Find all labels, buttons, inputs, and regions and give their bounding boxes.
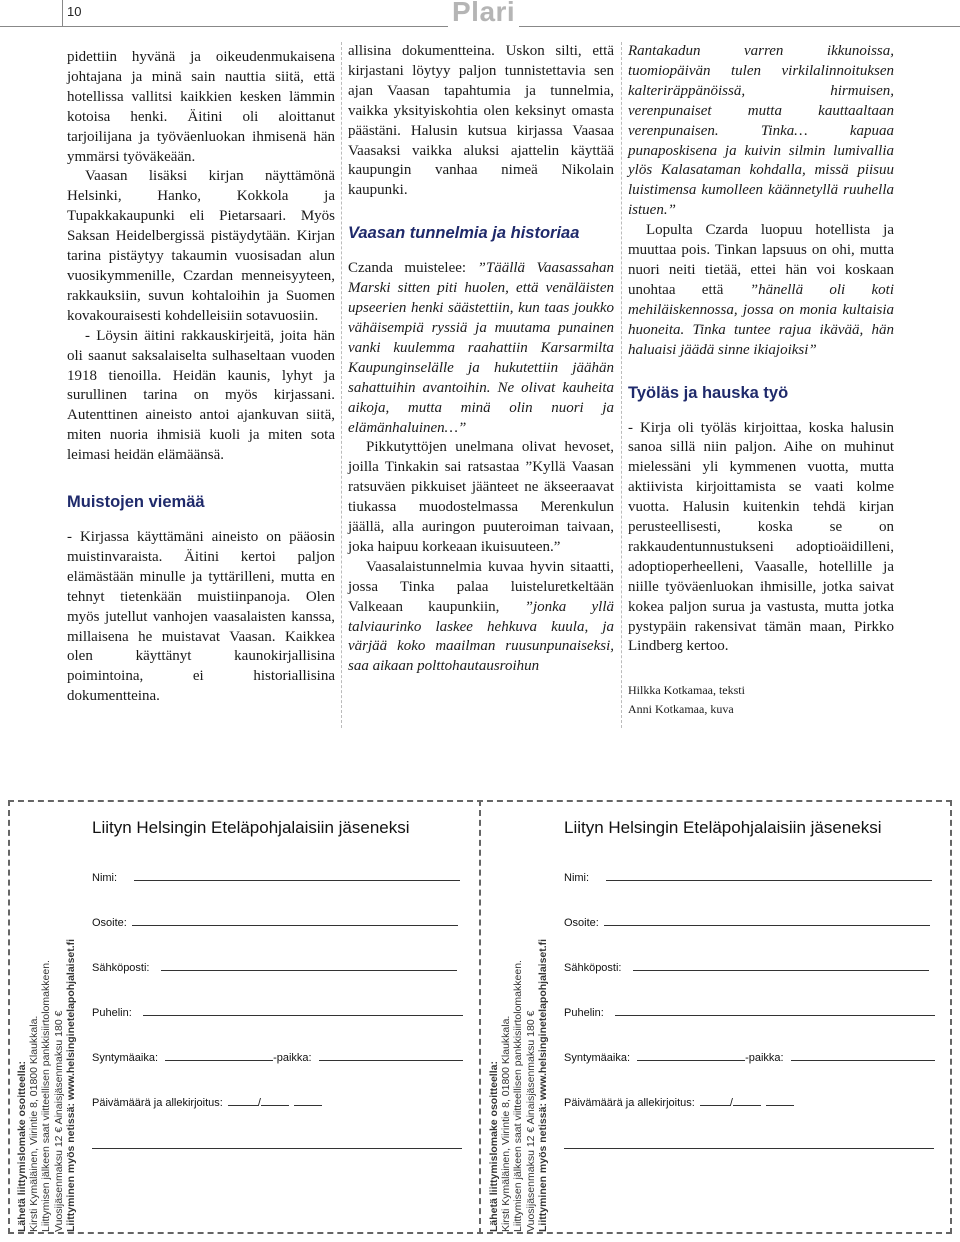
field-label: Syntymäaika: xyxy=(564,1052,631,1064)
phone-field[interactable] xyxy=(564,1005,935,1019)
name-field[interactable] xyxy=(92,870,460,884)
instruction-web-link[interactable]: Liittyminen myös netissä: www.helsinginetelapohjalaiset.fi xyxy=(536,938,549,1232)
instruction-payment: Liittymisen jälkeen saat viitteellisen pankkisiirtolomakkeen. xyxy=(40,960,53,1232)
quote-text: ”jonka yllä talviaurinko laskee hehkuva kuula, ja värjää koko maailman ruusunpunaiseksi, saa aikaan polttohautausroihun xyxy=(348,598,614,675)
quote-text: ”hänellä oli koti mehiläiskennossa, jossa on monia kultaisia huoneita. Tinka tuntee rajua ikävää, hän haluaisi jäädä sinne ikiajoiksi” xyxy=(628,281,894,358)
date-signature-field[interactable] xyxy=(92,1095,322,1109)
header-divider xyxy=(62,0,63,27)
paragraph xyxy=(628,42,894,221)
field-label: Puhelin: xyxy=(564,1007,604,1019)
email-field[interactable] xyxy=(564,960,929,974)
article-credits xyxy=(628,681,894,719)
paragraph: Vaasan lisäksi kirjan näyttämönä Helsinki, Hanko, Kokkola ja Tupakkakaupunki eli Pietarsaari. Myös Saksan Heidelbergissä pistäydytään. Kirjan tarina pistäytyy takaumin vuosisadan alun vuosikymmenille, Czardan menneisyyteen, rakkauksiin, suvun kohtaloihin ja Suomen kovakouraisesti kohdelleisiin sotavuosiin. xyxy=(67,168,335,324)
phone-input-line[interactable] xyxy=(143,1005,463,1016)
signature-line[interactable] xyxy=(564,1148,934,1149)
phone-input-line[interactable] xyxy=(615,1005,935,1016)
phone-field[interactable] xyxy=(92,1005,463,1019)
field-label: Puhelin: xyxy=(92,1007,132,1019)
birth-field[interactable] xyxy=(564,1050,935,1064)
paragraph xyxy=(628,221,894,360)
paragraph: - Kirja oli työläs kirjoittaa, koska halusin sanoa sillä niin paljon. Aihe on muhinut mielessäni yli kymmenen vuotta, mutta aktiivista kirjoittamista se vaati kolme vuotta. Halusin kuitenkin tehdä kirjan perusteellisesti, koska se on rakkaudentunnustukseni adoptioäidilleni, adoptioperheelleni, Vaasalle, hotellille ja niille työväenluokan ihmisille, jotka saivat kokea paljon surua ja vastusta, mutta jotka pystypäin rakensivat tämän maan, Pirkko Lindberg kertoo. xyxy=(628,419,894,655)
paragraph-text: Uskon silti, että kirjastani löytyy paljon tunnistettavia sen ajan Vaasan tapahtumia ja tunnelmia, vaikka yksityiskohtia olen keksinyt omasta päästäni. Halusin kutsua kirjassa Vaasaa Vaasaksi vaikka aluksi ajattelin käyttää kaupungin vanhaa nimeä Nikolain kaupunki. xyxy=(348,43,615,199)
month-input-line[interactable] xyxy=(733,1095,761,1106)
paragraph: pidettiin hyvänä ja oikeudenmukaisena johtajana ja minä sain nauttia siitä, että hotellissa vallitsi kaikkien kesken lämmin kotoisa henki. Äitini oli aloittanut tarjoilijana ja työväenluokan ihmisenä hän ymmärsi työväkeään. xyxy=(67,49,335,165)
field-label: Nimi: xyxy=(564,872,590,884)
email-input-line[interactable] xyxy=(161,960,457,971)
membership-form-left xyxy=(10,800,480,1234)
section-heading: Vaasan tunnelmia ja historiaa xyxy=(348,224,580,243)
page-number: 10 xyxy=(67,4,82,19)
instruction-address: Kirsti Kymäläinen, Viirintie 8, 01800 Klaukkala. xyxy=(28,1015,41,1232)
paragraph: - Kirjassa käyttämäni aineisto on pääosin muistinvaraista. Äitini kertoi paljon elämästään minulle ja tyttärilleni, mutta en tehnyt tietenkään muistiinpanoja. Olen myös jutellut vanhojen vaasalaisten kanssa, millaisena he muistavat Vaasan. Kaikkea olen käyttänyt kaunokirjallisina poimintoina, ei historiallisina dokumentteina. xyxy=(67,529,335,705)
field-label: Sähköposti: xyxy=(92,962,150,974)
form-title: Liityn Helsingin Eteläpohjalaisiin jäseneksi xyxy=(92,818,410,837)
birthdate-input-line[interactable] xyxy=(637,1050,745,1061)
address-field[interactable] xyxy=(564,915,930,929)
address-field[interactable] xyxy=(92,915,458,929)
address-input-line[interactable] xyxy=(604,915,930,926)
date-separator: / xyxy=(257,1097,261,1109)
signature-line[interactable] xyxy=(92,1148,462,1149)
quote-text: Rantakadun varren ikkunoissa, tuomiopäivän tulen virkilalinnoituksen kalteriräppänöissä, hirmuisen, verenpunaiset mutta kauttaaltaan verenpunaisen. Tinka… kapuaa punaposkisena ja kuivin silmin lumivallia ylös Kalasataman kohdalla, missä piisuu luistimensa kumolleen käännetyllä ruuhella istuen.” xyxy=(628,43,894,219)
email-field[interactable] xyxy=(92,960,457,974)
date-signature-field[interactable] xyxy=(564,1095,794,1109)
continued-text: allisina dokumentteina. xyxy=(348,43,506,59)
field-label: Osoite: xyxy=(564,917,599,929)
field-label: -paikka: xyxy=(273,1052,312,1064)
name-input-line[interactable] xyxy=(606,870,932,881)
quote-text: ”Täällä Vaasassahan Marski sitten piti huolen, että venäläisten upseerien henki säästettiin, kun taas joukko vähäisempiä ryssiä ja muutama punainen vanki kuulemma raahattiin Karsarmilta Kaupunginselälle ja hukutettiin jäähän sahattuihin avantoihin. Ne olivat kauheita aikoja, mutta minä olin nuori ja elämänhaluinen…” xyxy=(348,260,614,436)
birth-field[interactable] xyxy=(92,1050,463,1064)
field-label: Syntymäaika: xyxy=(92,1052,159,1064)
day-input-line[interactable] xyxy=(700,1095,730,1106)
form-title: Liityn Helsingin Eteläpohjalaisiin jäseneksi xyxy=(564,818,882,837)
paragraph xyxy=(348,259,614,438)
article-column-2 xyxy=(348,42,614,677)
article-column-1 xyxy=(67,48,335,707)
name-input-line[interactable] xyxy=(134,870,460,881)
column-divider xyxy=(621,42,622,728)
instruction-heading: Lähetä liittymislomake osoitteella: xyxy=(16,1061,28,1232)
instruction-heading: Lähetä liittymislomake osoitteella: xyxy=(488,1061,500,1232)
name-field[interactable] xyxy=(564,870,932,884)
birthdate-input-line[interactable] xyxy=(165,1050,273,1061)
instruction-address: Kirsti Kymäläinen, Viirintie 8, 01800 Klaukkala. xyxy=(500,1015,513,1232)
paragraph-text: Lopulta Czarda luopuu hotellista ja muuttaa pois. Tinkan lapsuus on ohi, mutta nuori neiti tietää, ettei hän voi koskaan unohtaa että xyxy=(628,222,894,298)
paragraph: Pikkutyttöjen unelmana olivat hevoset, joilla Tinkakin sai ratsastaa ”Kyllä Vaasan ratsuväen pikkuiset jäänteet ne äkseeraavat tiukassa muodostelmassa Merenkulun jäällä, alla auringon puuteroiman taivaan, joka haipuu korkeaan ikuisuuteen.” xyxy=(348,439,614,555)
page-header xyxy=(0,0,960,32)
mailing-instructions xyxy=(488,840,568,1232)
paragraph xyxy=(348,558,614,677)
paragraph xyxy=(348,42,614,201)
mailing-instructions xyxy=(16,840,96,1232)
day-input-line[interactable] xyxy=(228,1095,258,1106)
field-label: Nimi: xyxy=(92,872,118,884)
quote-intro: Czanda muistelee: xyxy=(348,260,478,277)
paragraph: - Löysin äitini rakkauskirjeitä, joita hän oli saanut saksalaiselta sulhaseltaan vuoden 1918 tienoilla. Heidän kaunis, lyhyt ja surullinen tarina on myös kirjassani. Autenttinen aineisto antoi ajankuvan siitä, miten nuoria ihmisiä kuoli ja miten sota leimasi heidän elämäänsä. xyxy=(67,327,335,464)
instruction-web-link[interactable]: Liittyminen myös netissä: www.helsinginetelapohjalaiset.fi xyxy=(64,938,77,1232)
section-heading: Työläs ja hauska työ xyxy=(628,383,789,402)
instruction-payment: Liittymisen jälkeen saat viitteellisen pankkisiirtolomakkeen. xyxy=(512,960,525,1232)
field-label: Sähköposti: xyxy=(564,962,622,974)
birthplace-input-line[interactable] xyxy=(791,1050,935,1061)
paragraph-text: Vaasalaistunnelmia kuvaa hyvin sitaatti, jossa Tinka palaa luisteluretkeltään Valkeaan kaupunkiin, xyxy=(348,558,614,615)
instruction-fees: Vuosijäsenmaksu 12 € Ainaisjäsenmaksu 180 € xyxy=(52,1010,65,1232)
year-input-line[interactable] xyxy=(294,1095,322,1106)
field-label: Päivämäärä ja allekirjoitus: xyxy=(564,1097,695,1109)
month-input-line[interactable] xyxy=(261,1095,289,1106)
address-input-line[interactable] xyxy=(132,915,458,926)
field-label: Päivämäärä ja allekirjoitus: xyxy=(92,1097,223,1109)
article-column-3 xyxy=(628,42,894,719)
photo-credit: Anni Kotkamaa, kuva xyxy=(628,702,734,717)
section-heading: Muistojen viemää xyxy=(67,493,205,512)
year-input-line[interactable] xyxy=(766,1095,794,1106)
date-separator: / xyxy=(729,1097,733,1109)
column-divider xyxy=(341,42,342,728)
field-label: Osoite: xyxy=(92,917,127,929)
instruction-fees: Vuosijäsenmaksu 12 € Ainaisjäsenmaksu 180 € xyxy=(524,1010,537,1232)
text-credit: Hilkka Kotkamaa, teksti xyxy=(628,683,745,698)
email-input-line[interactable] xyxy=(633,960,929,971)
magazine-title: Plari xyxy=(448,0,519,28)
field-label: -paikka: xyxy=(745,1052,784,1064)
membership-form-right xyxy=(482,800,952,1234)
birthplace-input-line[interactable] xyxy=(319,1050,463,1061)
